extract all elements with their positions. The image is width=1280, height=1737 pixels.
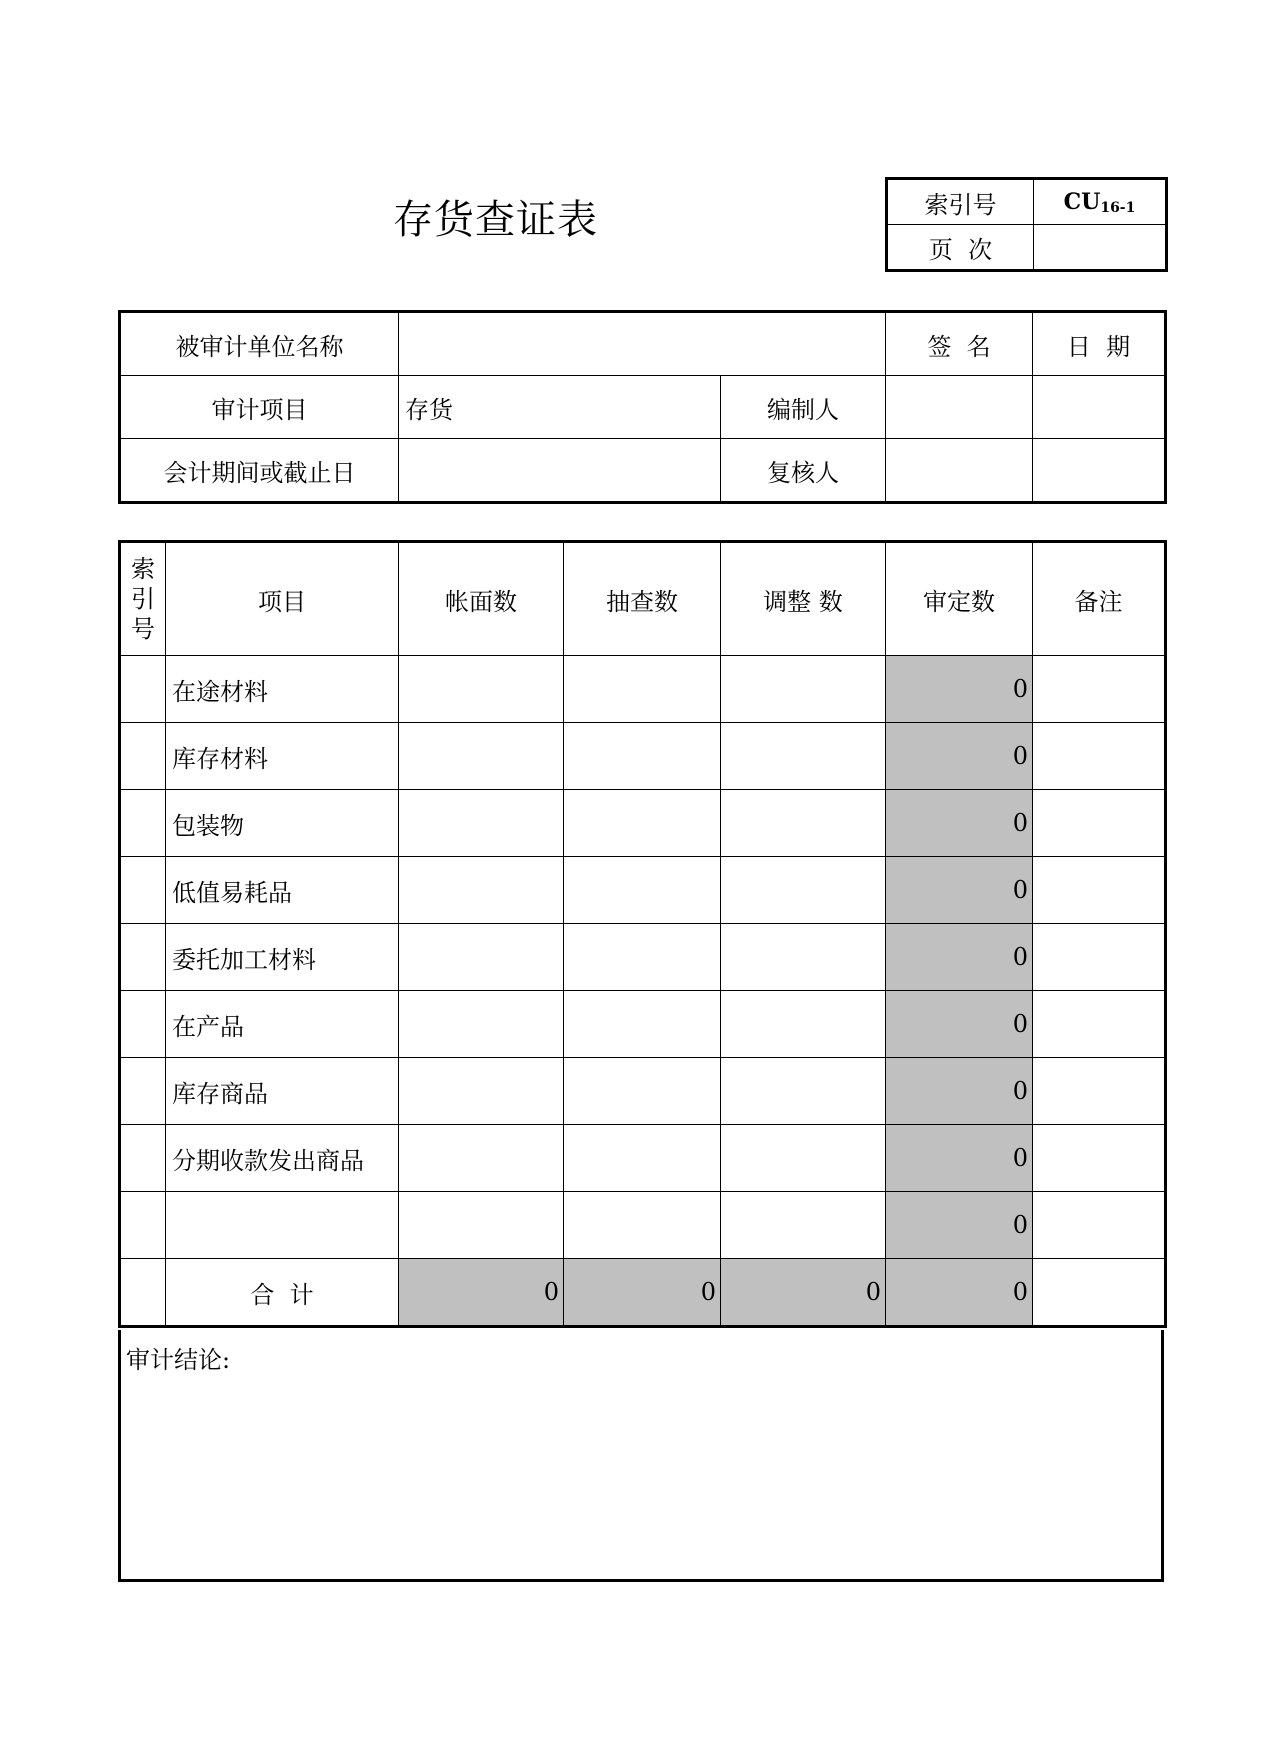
row-remark[interactable]: [1033, 1058, 1166, 1125]
row-index[interactable]: [120, 1125, 166, 1192]
header-index-char: 号: [131, 615, 155, 643]
row-approved: 0: [886, 656, 1033, 723]
header-book: 帐面数: [399, 542, 564, 656]
row-item[interactable]: [166, 1192, 399, 1259]
sign-label: 签 名: [886, 312, 1033, 376]
row-adjust[interactable]: [721, 857, 886, 924]
header-index: [120, 542, 166, 656]
table-row: [120, 1058, 1166, 1125]
row-book[interactable]: [399, 656, 564, 723]
row-adjust[interactable]: [721, 991, 886, 1058]
info-table: [118, 310, 1167, 504]
row-index[interactable]: [120, 656, 166, 723]
total-remark[interactable]: [1033, 1259, 1166, 1327]
total-label: 合 计: [166, 1259, 399, 1327]
preparer-sign[interactable]: [886, 376, 1033, 439]
row-book[interactable]: [399, 723, 564, 790]
row-sample[interactable]: [564, 1125, 721, 1192]
row-remark[interactable]: [1033, 1192, 1166, 1259]
header-remark: 备注: [1033, 542, 1166, 656]
date-label: 日 期: [1033, 312, 1166, 376]
row-sample[interactable]: [564, 991, 721, 1058]
row-approved: 0: [886, 790, 1033, 857]
row-sample[interactable]: [564, 924, 721, 991]
index-code: [1034, 179, 1167, 225]
row-approved: 0: [886, 1192, 1033, 1259]
row-book[interactable]: [399, 991, 564, 1058]
conclusion-box[interactable]: [118, 1330, 1164, 1582]
total-sample: 0: [564, 1259, 721, 1327]
row-approved: 0: [886, 1058, 1033, 1125]
page-title: 存货查证表: [393, 197, 598, 243]
row-sample[interactable]: [564, 790, 721, 857]
unit-value[interactable]: [399, 312, 886, 376]
total-book: 0: [399, 1259, 564, 1327]
row-item: 包装物: [166, 790, 399, 857]
row-approved: 0: [886, 723, 1033, 790]
item-value[interactable]: 存货: [399, 376, 721, 439]
row-index[interactable]: [120, 1058, 166, 1125]
row-sample[interactable]: [564, 723, 721, 790]
row-remark[interactable]: [1033, 723, 1166, 790]
row-sample[interactable]: [564, 1192, 721, 1259]
row-item: 库存商品: [166, 1058, 399, 1125]
row-item: 库存材料: [166, 723, 399, 790]
reviewer-sign[interactable]: [886, 439, 1033, 503]
total-adjust: 0: [721, 1259, 886, 1327]
item-label: 审计项目: [120, 376, 399, 439]
row-approved: 0: [886, 991, 1033, 1058]
row-item: 低值易耗品: [166, 857, 399, 924]
period-value[interactable]: [399, 439, 721, 503]
preparer-date[interactable]: [1033, 376, 1166, 439]
page-label: 页 次: [887, 225, 1034, 271]
row-book[interactable]: [399, 1058, 564, 1125]
row-adjust[interactable]: [721, 1058, 886, 1125]
header-row: [120, 542, 1166, 656]
row-remark[interactable]: [1033, 924, 1166, 991]
row-remark[interactable]: [1033, 790, 1166, 857]
page-value[interactable]: [1034, 225, 1167, 271]
table-row: [120, 991, 1166, 1058]
row-remark[interactable]: [1033, 991, 1166, 1058]
header-index-char: 索: [131, 555, 155, 583]
row-book[interactable]: [399, 1125, 564, 1192]
row-index[interactable]: [120, 924, 166, 991]
total-index: [120, 1259, 166, 1327]
row-remark[interactable]: [1033, 1125, 1166, 1192]
row-book[interactable]: [399, 857, 564, 924]
table-row: [120, 1192, 1166, 1259]
header-approved: 审定数: [886, 542, 1033, 656]
row-sample[interactable]: [564, 656, 721, 723]
row-item: 在产品: [166, 991, 399, 1058]
row-remark[interactable]: [1033, 656, 1166, 723]
reviewer-label: 复核人: [721, 439, 886, 503]
row-adjust[interactable]: [721, 1125, 886, 1192]
row-adjust[interactable]: [721, 790, 886, 857]
table-row: [120, 1125, 1166, 1192]
header-sample: 抽查数: [564, 542, 721, 656]
row-approved: 0: [886, 1125, 1033, 1192]
row-adjust[interactable]: [721, 1192, 886, 1259]
row-book[interactable]: [399, 924, 564, 991]
total-approved: 0: [886, 1259, 1033, 1327]
table-row: [120, 857, 1166, 924]
row-index[interactable]: [120, 790, 166, 857]
unit-label: 被审计单位名称: [120, 312, 399, 376]
table-row: [120, 723, 1166, 790]
header-adjust: 调整 数: [721, 542, 886, 656]
row-book[interactable]: [399, 1192, 564, 1259]
row-item: 委托加工材料: [166, 924, 399, 991]
row-sample[interactable]: [564, 1058, 721, 1125]
index-code-sub: 16-1: [1100, 200, 1136, 216]
index-code-main: CU: [1063, 189, 1101, 215]
index-box: [885, 177, 1168, 272]
row-adjust[interactable]: [721, 723, 886, 790]
row-index[interactable]: [120, 723, 166, 790]
index-label: 索引号: [887, 179, 1034, 225]
row-item: 在途材料: [166, 656, 399, 723]
row-index[interactable]: [120, 991, 166, 1058]
row-index[interactable]: [120, 1192, 166, 1259]
table-row: [120, 924, 1166, 991]
reviewer-date[interactable]: [1033, 439, 1166, 503]
row-index[interactable]: [120, 857, 166, 924]
header-index-char: 引: [131, 585, 155, 613]
row-item: 分期收款发出商品: [166, 1125, 399, 1192]
table-row: [120, 656, 1166, 723]
header-item: 项目: [166, 542, 399, 656]
table-row: [120, 790, 1166, 857]
row-adjust[interactable]: [721, 656, 886, 723]
preparer-label: 编制人: [721, 376, 886, 439]
inventory-table: [118, 540, 1167, 1328]
row-remark[interactable]: [1033, 857, 1166, 924]
row-adjust[interactable]: [721, 924, 886, 991]
row-sample[interactable]: [564, 857, 721, 924]
row-approved: 0: [886, 857, 1033, 924]
row-approved: 0: [886, 924, 1033, 991]
period-label: 会计期间或截止日: [120, 439, 399, 503]
row-book[interactable]: [399, 790, 564, 857]
conclusion-label: 审计结论:: [126, 1346, 231, 1374]
total-row: [120, 1259, 1166, 1327]
